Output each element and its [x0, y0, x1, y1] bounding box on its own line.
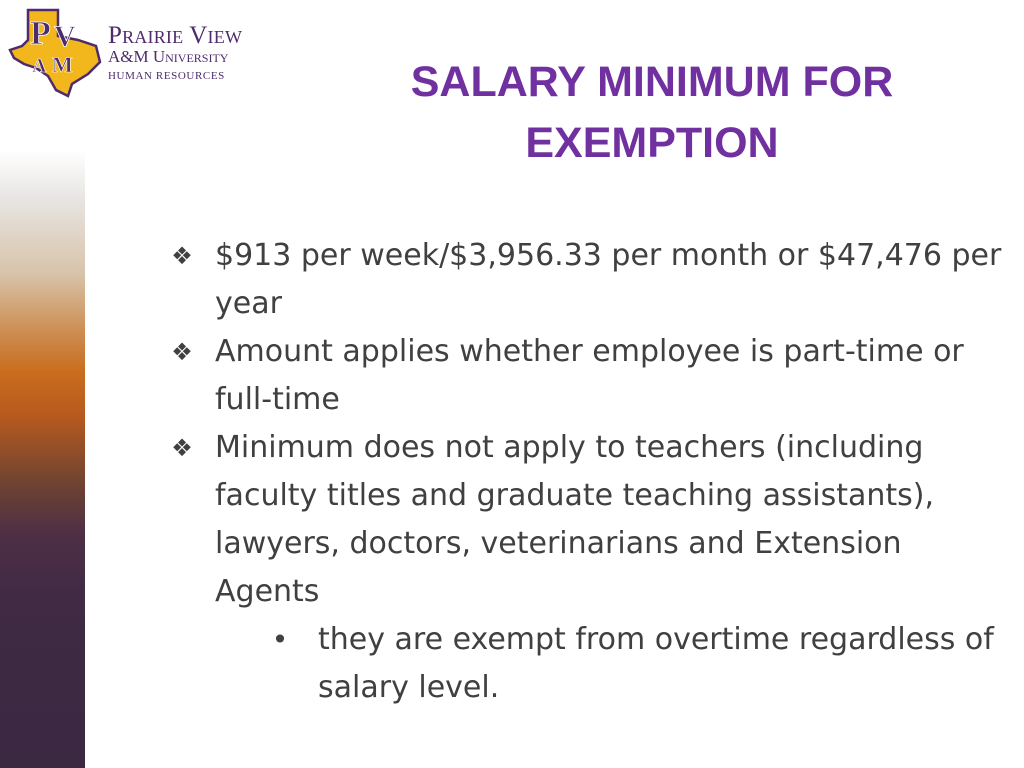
bullet-item: [165, 232, 1015, 328]
bullet-text: Minimum does not apply to teachers (including faculty titles and graduate teaching assistants), lawyers, doctors, veterinarians and Extension Agents: [215, 430, 935, 609]
slide-title-line1: SALARY MINIMUM FOR: [410, 58, 894, 106]
bullet-item: [165, 328, 1015, 424]
logo-wordmark: [108, 24, 283, 84]
diamond-bullet-icon: ❖: [171, 338, 193, 366]
slide-title: [372, 52, 932, 174]
slide-title-line2: EXEMPTION: [525, 119, 779, 167]
pvamu-logo-mark-icon: [8, 6, 102, 98]
logo-department: HUMAN RESOURCES: [108, 70, 225, 82]
decorative-side-band: [0, 150, 85, 768]
svg-text:P: P: [30, 15, 51, 52]
slide-content: [165, 232, 1015, 712]
round-bullet-icon: •: [271, 623, 289, 656]
diamond-bullet-icon: ❖: [171, 434, 193, 462]
diamond-bullet-icon: ❖: [171, 242, 193, 270]
bullet-text: Amount applies whether employee is part-time or full-time: [215, 334, 964, 417]
svg-text:M: M: [52, 52, 73, 77]
bullet-item: [165, 424, 1015, 616]
logo-university-name: Prairie View: [108, 22, 243, 49]
svg-text:V: V: [54, 20, 76, 53]
logo-university-suffix: A&M University: [108, 47, 229, 66]
pvamu-logo: [8, 6, 278, 98]
svg-text:A: A: [32, 55, 47, 77]
sub-bullet-text: they are exempt from overtime regardless of salary level.: [318, 622, 994, 705]
bullet-text: $913 per week/$3,956.33 per month or $47,476 per year: [215, 238, 1002, 321]
sub-bullet-item: [165, 616, 1015, 712]
